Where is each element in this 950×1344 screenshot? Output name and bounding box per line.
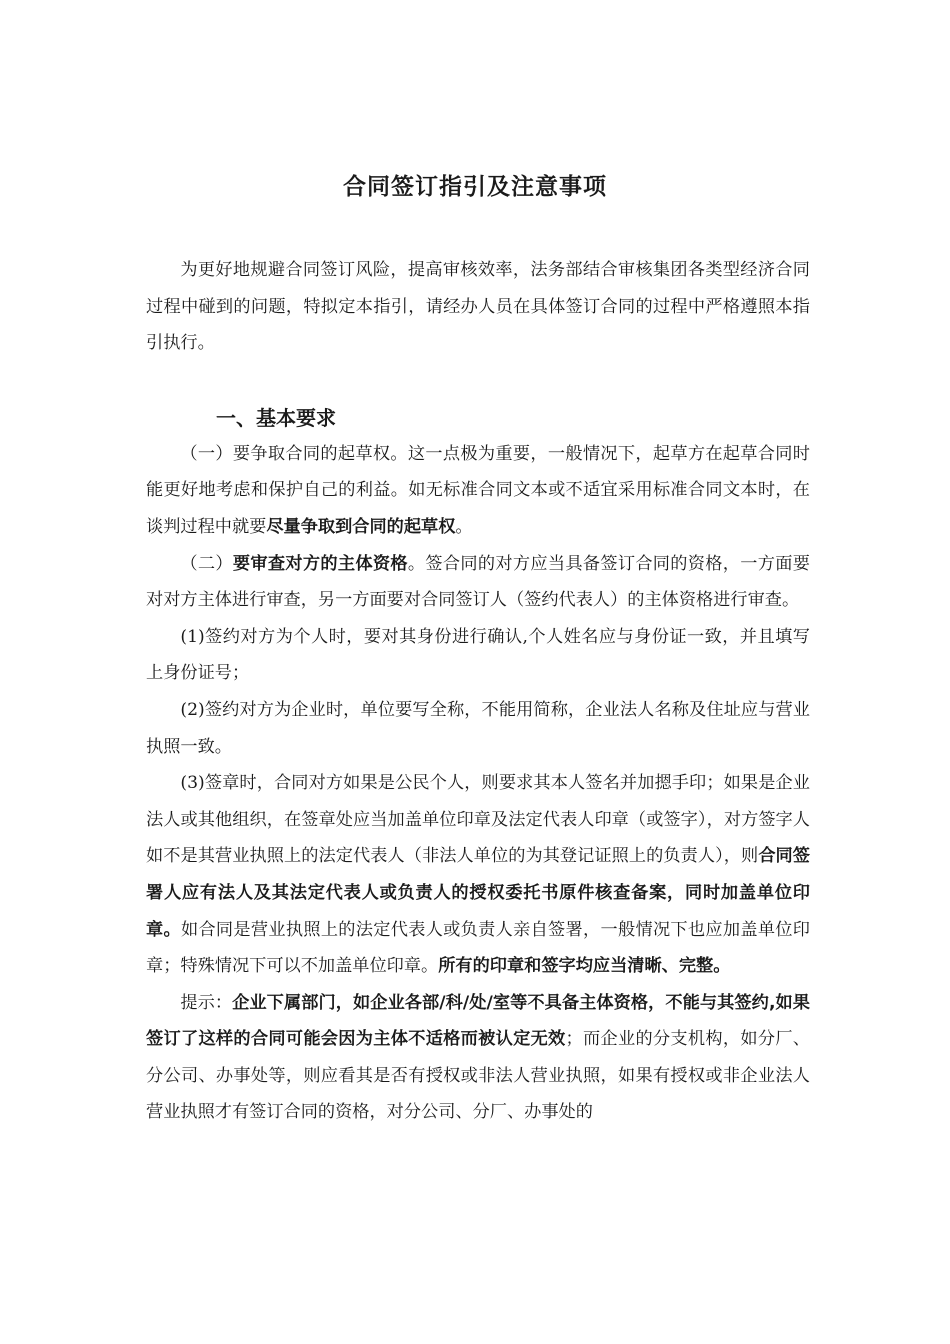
paragraph-subject-qualification [146, 546, 810, 619]
paragraph-text: ；而企业的分支机构，如分厂、分公司、办事处等，则应看其是否有授权或非法人营业执照，如果有授权或非企业法人营业执照才有签订合同的资格，对分公司、分厂、办事处的 [146, 1029, 810, 1123]
paragraph-text: 。 [455, 516, 473, 537]
emphasis-text: 所有的印章和签字均应当清晰、完整。 [438, 956, 731, 977]
document-body [146, 252, 810, 1131]
paragraph-text: （二） [180, 553, 233, 574]
paragraph-tip [146, 985, 810, 1131]
paragraph-signing-seal [146, 765, 810, 985]
emphasis-text: 合同签署人应有法人及其法定代表人或负责人的授权委托书原件核查备案，同时加盖单位印章。 [146, 846, 810, 940]
paragraph-text: (3)签章时，合同对方如果是公民个人，则要求其本人签名并加摁手印；如果是企业法人或其他组织，在签章处应当加盖单位印章及法定代表人印章（或签字），对方签字人如不是其营业执照上的法定代表人（非法人单位的为其登记证照上的负责人），则 [146, 773, 810, 867]
intro-paragraph: 为更好地规避合同签订风险，提高审核效率，法务部结合审核集团各类型经济合同过程中碰到的问题，特拟定本指引，请经办人员在具体签订合同的过程中严格遵照本指引执行。 [146, 260, 810, 354]
paragraph-text: 如合同是营业执照上的法定代表人或负责人亲自签署，一般情况下也应加盖单位印章；特殊情况下可以不加盖单位印章。 [146, 919, 810, 977]
tip-label: 提示： [180, 992, 233, 1013]
paragraph-drafting-right [146, 436, 810, 546]
paragraph-individual-party: (1)签约对方为个人时，要对其身份进行确认,个人姓名应与身份证一致，并且填写上身份证号； [146, 626, 810, 684]
paragraph-text: （一）要争取合同的起草权。这一点极为重要，一般情况下，起草方在起草合同时能更好地考虑和保护自己的利益。如无标准合同文本或不适宜采用标准合同文本时，在谈判过程中就要 [146, 443, 810, 537]
paragraph-enterprise-party: (2)签约对方为企业时，单位要写全称，不能用简称，企业法人名称及住址应与营业执照一致。 [146, 699, 810, 757]
emphasis-text: 尽量争取到合同的起草权 [266, 516, 456, 537]
emphasis-text: 要审查对方的主体资格 [232, 553, 408, 574]
emphasis-text: 企业下属部门，如企业各部/科/处/室等不具备主体资格，不能与其签约,如果签订了这样的合同可能会因为主体不适格而被认定无效 [146, 992, 810, 1050]
section-heading-basic-requirements: 一、基本要求 [216, 405, 336, 430]
paragraph-text: 。签合同的对方应当具备签订合同的资格，一方面要对对方主体进行审查，另一方面要对合同签订人（签约代表人）的主体资格进行审查。 [146, 553, 810, 611]
document-title: 合同签订指引及注意事项 [343, 174, 607, 200]
